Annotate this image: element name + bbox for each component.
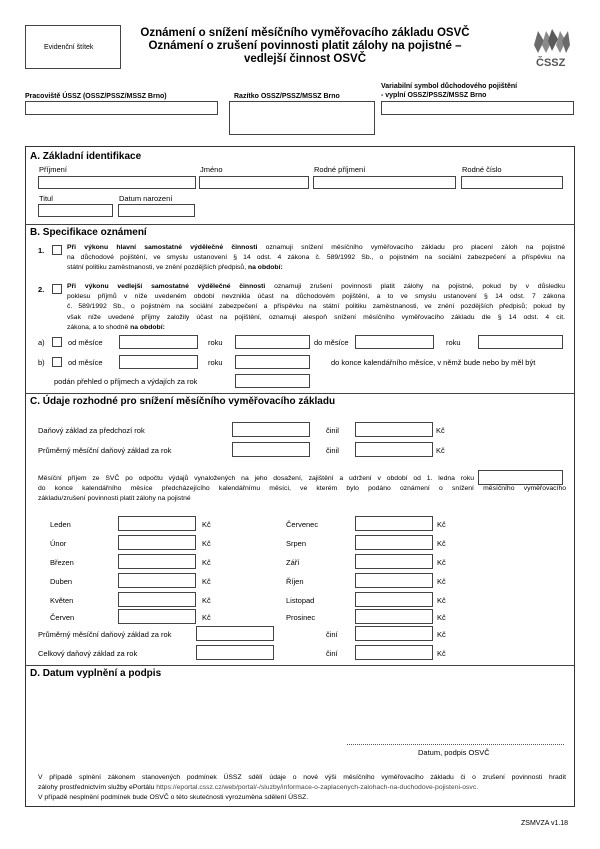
form-title — [125, 27, 485, 66]
tax-base-prev-amount-label: činil — [326, 426, 339, 435]
avg-tax-base-year-amount-input[interactable] — [355, 626, 433, 641]
monthly-income-line2: do konce kalendářního měsíce předcházejícího kalendářnímu měsíci, ve kterém bylo podáno oznámení o snížení měsíčního vyměřovacího — [38, 485, 566, 493]
month-label-may: Květen — [50, 596, 74, 605]
month-input-jul[interactable] — [355, 516, 433, 531]
row-b-year-label: roku — [208, 358, 223, 367]
birth-date-label: Datum narození — [119, 194, 173, 203]
month-input-apr[interactable] — [118, 573, 196, 588]
form-version: ZSMVZA v1.18 — [521, 820, 569, 827]
month-currency-sep: Kč — [437, 558, 446, 567]
surname-label: Příjmení — [39, 165, 67, 174]
item2-line4: však níže uvedené příjmy založily účast na pojištění, oznamuji alespoň snížení měsíčního vyměřovacího základu dle § 14 odst. 4 cit. — [67, 313, 565, 321]
avg-tax-base-prev-label: Průměrný měsíční daňový základ za rok — [38, 446, 172, 455]
eportal-link[interactable]: https://eportal.cssz.cz/web/portal/-/sluzby/informace-o-zaplacenych-zalohach-na-duchodove-pojisteni-osvc. — [156, 784, 479, 792]
signature-caption: Datum, podpis OSVČ — [418, 748, 490, 757]
signature-line[interactable] — [347, 744, 564, 745]
section-b-title: B. Specifikace oznámení — [30, 227, 147, 238]
note-line1: V případě splnění zákonem stanovených podmínek ÚSSZ sdělí údaje o nové výši měsíčního vyměřovacího základu či o zrušení povinnosti hradit — [38, 774, 566, 781]
item1-number: 1. — [38, 246, 45, 255]
stamp-box[interactable] — [229, 101, 375, 135]
month-label-sep: Září — [286, 558, 300, 567]
tax-base-prev-year-input[interactable] — [232, 422, 310, 437]
item2-line2: poklesu příjmů v níže uvedeném období nevznikla účast na důchodovém pojištění, a to ve smyslu ustanovení § 14 odst. 7 zákona — [67, 293, 565, 301]
total-tax-base-year-amount-input[interactable] — [355, 645, 433, 660]
item1-bold: Při výkonu hlavní samostatné výdělečné činnosti — [67, 244, 258, 251]
birth-surname-input[interactable] — [313, 176, 456, 189]
workplace-input[interactable] — [25, 101, 218, 115]
monthly-income-year-input[interactable] — [478, 470, 563, 485]
month-input-nov[interactable] — [355, 592, 433, 607]
avg-tax-base-prev-amount-input[interactable] — [355, 442, 433, 457]
workplace-label: Pracoviště ÚSSZ (OSSZ/PSSZ/MSSZ Brno) — [25, 93, 167, 100]
row-a-from-input[interactable] — [119, 335, 198, 349]
birth-date-input[interactable] — [118, 204, 195, 217]
evidence-label-box — [25, 25, 121, 69]
tax-base-prev-label: Daňový základ za předchozí rok — [38, 426, 145, 435]
item2-text: oznamuji zrušení povinnosti platit zálohy na pojistné, pokud by v důsledku — [274, 283, 565, 290]
section-a-title: A. Základní identifikace — [30, 151, 142, 162]
month-input-feb[interactable] — [118, 535, 196, 550]
surname-input[interactable] — [38, 176, 196, 189]
row-b-from-label: od měsíce — [68, 358, 103, 367]
avg-tax-base-prev-currency: Kč — [436, 446, 445, 455]
row-b-label: b) — [38, 358, 45, 367]
item1-text: oznamuji snížení měsíčního vyměřovacího základu pro placení záloh na pojistné — [265, 244, 565, 251]
tax-base-prev-currency: Kč — [436, 426, 445, 435]
section-divider-b — [25, 224, 575, 225]
row-b-until-text: do konce kalendářního měsíce, v němž bude nebo by měl být — [331, 358, 536, 367]
overview-year-input[interactable] — [235, 374, 310, 388]
section-c-title: C. Údaje rozhodné pro snížení měsíčního vyměřovacího základu — [30, 396, 336, 407]
total-tax-base-year-label: Celkový daňový základ za rok — [38, 649, 138, 658]
section-d-title: D. Datum vyplnění a podpis — [30, 668, 162, 679]
row-b-year-input[interactable] — [235, 355, 310, 369]
row-a-to-label: do měsíce — [314, 338, 349, 347]
evidence-label: Evidenční štítek — [44, 44, 94, 51]
row-a-year-label: roku — [208, 338, 223, 347]
total-tax-base-year-amount-label: činí — [326, 649, 338, 658]
month-label-apr: Duben — [50, 577, 73, 586]
title-line-2: Oznámení o zrušení povinnosti platit zálohy na pojistné – — [148, 40, 462, 52]
birth-number-input[interactable] — [461, 176, 563, 189]
month-label-aug: Srpen — [286, 539, 307, 548]
month-currency-jun: Kč — [202, 613, 211, 622]
month-label-jun: Červen — [50, 613, 75, 622]
item1-line2: na důchodové pojištění, ve smyslu ustanovení § 14 odst. 4 zákona č. 589/1992 Sb., o pojistném na sociální zabezpečení a příspěvku na — [67, 254, 565, 262]
row-b-checkbox[interactable] — [52, 357, 62, 367]
month-input-dec[interactable] — [355, 609, 433, 624]
month-currency-jul: Kč — [437, 520, 446, 529]
row-a-year2-label: roku — [446, 338, 461, 347]
month-input-mar[interactable] — [118, 554, 196, 569]
month-input-sep[interactable] — [355, 554, 433, 569]
total-tax-base-year-input[interactable] — [196, 645, 274, 660]
month-currency-dec: Kč — [437, 613, 446, 622]
month-label-jul: Červenec — [286, 520, 319, 529]
row-a-label: a) — [38, 338, 45, 347]
title-line-3: vedlejší činnost OSVČ — [243, 53, 367, 65]
item1-period: na období: — [247, 264, 283, 272]
avg-tax-base-year-currency: Kč — [437, 630, 446, 639]
avg-tax-base-year-input[interactable] — [196, 626, 274, 641]
month-label-oct: Říjen — [286, 577, 304, 586]
row-b-from-input[interactable] — [119, 355, 198, 369]
month-label-mar: Březen — [50, 558, 74, 567]
item2-checkbox[interactable] — [52, 284, 62, 294]
overview-text: podán přehled o příjmech a výdajích za rok — [54, 377, 198, 386]
degree-label: Titul — [39, 194, 53, 203]
monthly-income-line3: základu/zrušení povinnosti platit zálohy na pojistné — [38, 495, 191, 503]
month-currency-nov: Kč — [437, 596, 446, 605]
month-input-jan[interactable] — [118, 516, 196, 531]
month-currency-mar: Kč — [202, 558, 211, 567]
item1-paragraph — [67, 243, 565, 274]
title-line-1: Oznámení o snížení měsíčního vyměřovacího základu OSVČ — [140, 27, 470, 39]
month-input-aug[interactable] — [355, 535, 433, 550]
note-line2-prefix: zálohy prostřednictvím služby ePortálu — [38, 784, 155, 792]
footer-note — [38, 773, 566, 804]
item1-line3: státní politiku zaměstnanosti, ve znění pozdějších předpisů, — [67, 264, 247, 272]
variable-symbol-label-2: - vyplní OSSZ/PSSZ/MSSZ Brno — [381, 92, 487, 99]
month-currency-aug: Kč — [437, 539, 446, 548]
month-label-feb: Únor — [50, 539, 67, 548]
stamp-label: Razítko OSSZ/PSSZ/MSSZ Brno — [234, 93, 340, 100]
birth-surname-label: Rodné příjmení — [314, 165, 366, 174]
row-a-year-input[interactable] — [235, 335, 310, 349]
row-a-checkbox[interactable] — [52, 337, 62, 347]
month-currency-apr: Kč — [202, 577, 211, 586]
month-input-may[interactable] — [118, 592, 196, 607]
row-a-year2-input[interactable] — [478, 335, 563, 349]
tax-base-prev-amount-input[interactable] — [355, 422, 433, 437]
month-currency-feb: Kč — [202, 539, 211, 548]
row-a-from-label: od měsíce — [68, 338, 103, 347]
section-divider-d — [25, 665, 575, 666]
item2-paragraph — [67, 282, 565, 333]
variable-symbol-input[interactable] — [381, 101, 574, 115]
degree-input[interactable] — [38, 204, 113, 217]
item2-period: na období: — [130, 323, 165, 331]
month-input-oct[interactable] — [355, 573, 433, 588]
month-label-nov: Listopad — [286, 596, 315, 605]
month-label-dec: Prosinec — [286, 613, 316, 622]
month-input-jun[interactable] — [118, 609, 196, 624]
item2-number: 2. — [38, 285, 45, 294]
section-divider-c — [25, 393, 575, 394]
logo-text: ČSSZ — [536, 57, 566, 69]
avg-tax-base-year-label: Průměrný měsíční daňový základ za rok — [38, 630, 172, 639]
cssz-logo — [530, 27, 574, 71]
variable-symbol-label-1: Variabilní symbol důchodového pojištění — [381, 83, 518, 90]
note-line3: V případě nesplnění podmínek bude OSVČ o této skutečnosti vyrozuměna sdělení ÚSSZ. — [38, 794, 309, 802]
item2-line3: č. 589/1992 Sb., o pojistném na sociální zabezpečení a příspěvku na státní politiku zaměstnanosti, ve znění pozdějších předpisů; pokud by — [67, 303, 565, 311]
month-label-jan: Leden — [50, 520, 71, 529]
cssz-logo-icon — [530, 27, 574, 57]
month-currency-jan: Kč — [202, 520, 211, 529]
item1-checkbox[interactable] — [52, 245, 62, 255]
avg-tax-base-prev-year-input[interactable] — [232, 442, 310, 457]
name-input[interactable] — [199, 176, 309, 189]
monthly-income-line1: Měsíční příjem ze SVČ po odpočtu výdajů vynaložených na jeho dosažení, zajištění a udržení v období od 1. ledna roku — [38, 475, 474, 482]
item2-bold: Při výkonu vedlejší samostatné výdělečné činnosti — [67, 283, 266, 290]
name-label: Jméno — [200, 165, 223, 174]
birth-number-label: Rodné číslo — [462, 165, 502, 174]
month-currency-may: Kč — [202, 596, 211, 605]
month-currency-oct: Kč — [437, 577, 446, 586]
row-a-to-input[interactable] — [355, 335, 434, 349]
total-tax-base-year-currency: Kč — [437, 649, 446, 658]
item2-line5: zákona, a to shodně — [67, 323, 129, 331]
avg-tax-base-year-amount-label: činí — [326, 630, 338, 639]
avg-tax-base-prev-amount-label: činil — [326, 446, 339, 455]
